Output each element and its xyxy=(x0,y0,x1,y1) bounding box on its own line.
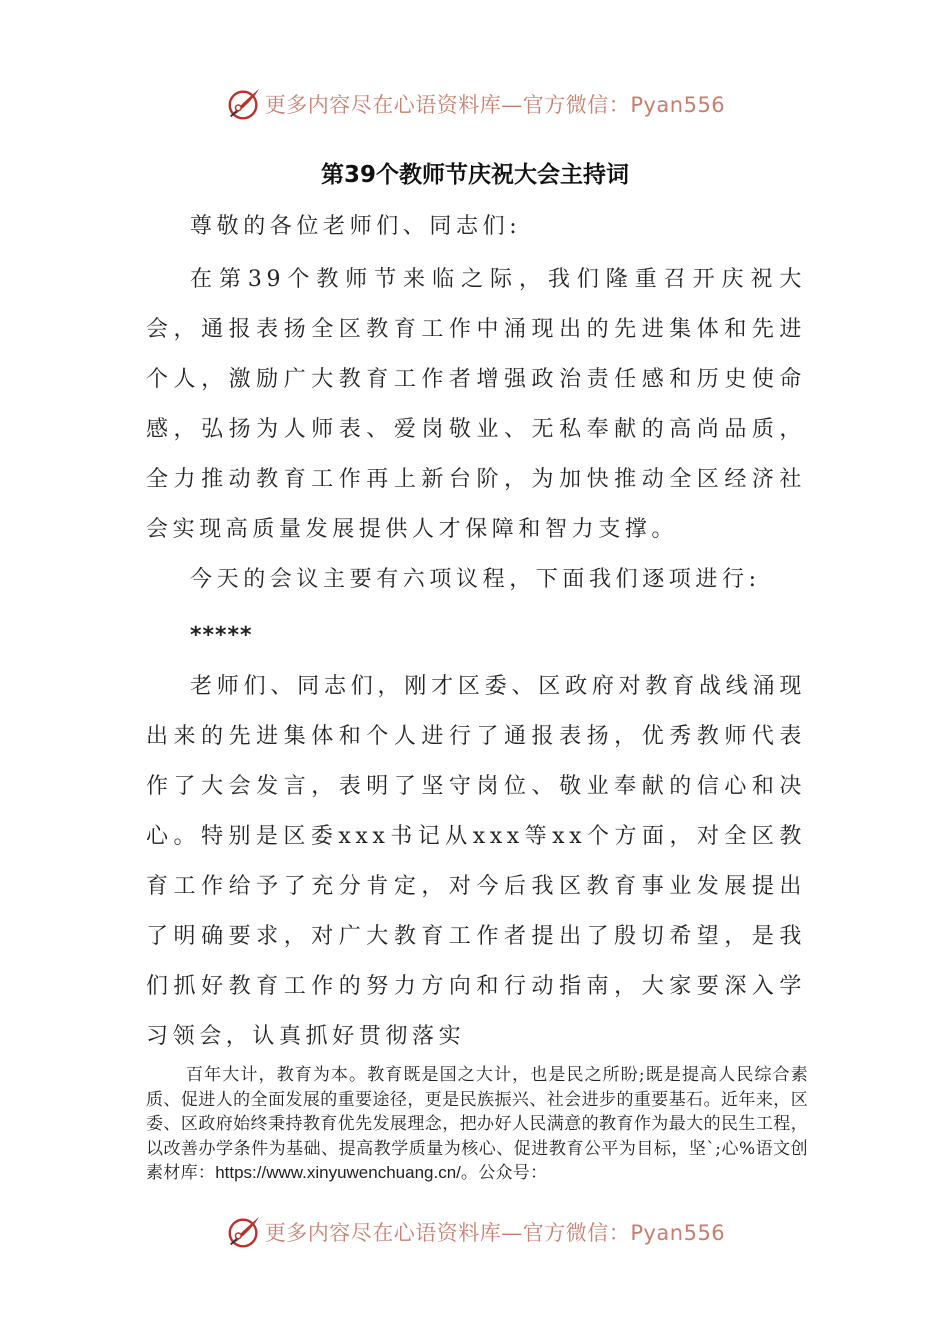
source-url: https://www.xinyuwenchuang.cn/ xyxy=(215,1163,461,1182)
header-banner xyxy=(0,84,950,124)
agenda-paragraph-block xyxy=(146,555,806,605)
intro-paragraph-block xyxy=(146,255,806,555)
stars-separator: ***** xyxy=(190,623,253,648)
quill-pen-icon xyxy=(225,85,263,123)
quill-pen-icon xyxy=(225,1213,263,1251)
small-paragraph xyxy=(146,1063,808,1186)
header-banner-text: 更多内容尽在心语资料库—官方微信：Pyan556 xyxy=(264,93,726,117)
small-paragraph-block xyxy=(146,1063,808,1186)
footer-wechat-id: Pyan556 xyxy=(630,1221,726,1245)
agenda-paragraph: 今天的会议主要有六项议程，下面我们逐项进行: xyxy=(190,567,761,592)
small-paragraph-tail: 。公众号： xyxy=(460,1163,548,1183)
closing-paragraph-block xyxy=(146,662,806,1062)
small-paragraph-main: 百年大计，教育为本。教育既是国之大计，也是民之所盼;既是提高人民综合素质、促进人的全面发展的重要途径，更是民族振兴、社会进步的重要基石。近年来，区委、区政府始终秉持教育优先发展理念，把办好人民满意的教育作为最大的民生工程，以改善办学条件为基础、提高教学质量为核心、促进教育公平为目标，坚`;心%语文创素材库： xyxy=(146,1065,808,1183)
header-wechat-id: Pyan556 xyxy=(630,93,726,117)
document-title: 第39个教师节庆祝大会主持词 xyxy=(320,162,629,188)
salutation-paragraph xyxy=(146,202,806,252)
salutation: 尊敬的各位老师们、同志们: xyxy=(190,214,522,239)
footer-banner xyxy=(0,1212,950,1252)
intro-paragraph: 在第39个教师节来临之际，我们隆重召开庆祝大会，通报表扬全区教育工作中涌现出的先进集体和先进个人，激励广大教育工作者增强政治责任感和历史使命感，弘扬为人师表、爱岗敬业、无私奉献的高尚品质，全力推动教育工作再上新台阶，为加快推动全区经济社会实现高质量发展提供人才保障和智力支撑。 xyxy=(146,267,806,542)
closing-paragraph: 老师们、同志们，刚才区委、区政府对教育战线涌现出来的先进集体和个人进行了通报表扬，优秀教师代表作了大会发言，表明了坚守岗位、敬业奉献的信心和决心。特别是区委xxx书记从xxx等xx个方面，对全区教育工作给予了充分肯定，对今后我区教育事业发展提出了明确要求，对广大教育工作者提出了殷切希望，是我们抓好教育工作的努力方向和行动指南，大家要深入学习领会，认真抓好贯彻落实 xyxy=(146,674,806,1049)
stars-block xyxy=(146,611,806,661)
footer-banner-text: 更多内容尽在心语资料库—官方微信：Pyan556 xyxy=(264,1221,726,1245)
